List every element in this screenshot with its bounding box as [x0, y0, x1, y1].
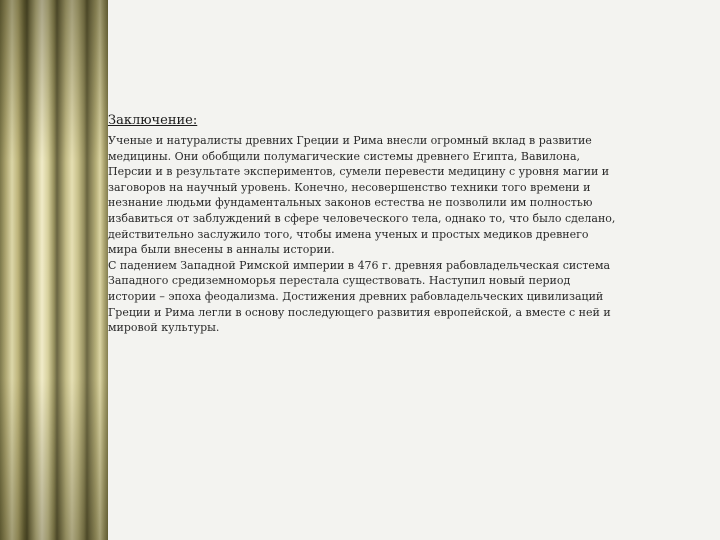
decorative-bars-shading	[0, 0, 108, 540]
slide-heading: Заключение:	[108, 113, 198, 128]
slide-content	[108, 112, 616, 336]
paragraph-roman-empire: С падением Западной Римской империи в 476 г. древняя рабовладельческая система Западного средиземноморья перестала существовать. Наступил новый период истории – эпоха феодализма. Достижения древних рабовладельческих цивилизаций Греции и Рима легли в основу последующего развития европейской, а вместе с ней и мировой культуры.	[108, 258, 611, 335]
paragraph-conclusion: Ученые и натуралисты древних Греции и Рима внесли огромный вклад в развитие медицины. Они обобщили полумагические системы древнего Египта, Вавилона, Персии и в результате экспериментов, сумели перевести медицину с уровня магии и заговоров на научный уровень. Конечно, несовершенство техники того времени и незнание людьми фундаментальных законов естества не позволили им полностью избавиться от заблуждений в сфере человеческого тела, однако то, что было сделано, действительно заслужило того, чтобы имена ученых и простых медиков древнего мира были внесены в анналы истории.	[108, 134, 616, 257]
